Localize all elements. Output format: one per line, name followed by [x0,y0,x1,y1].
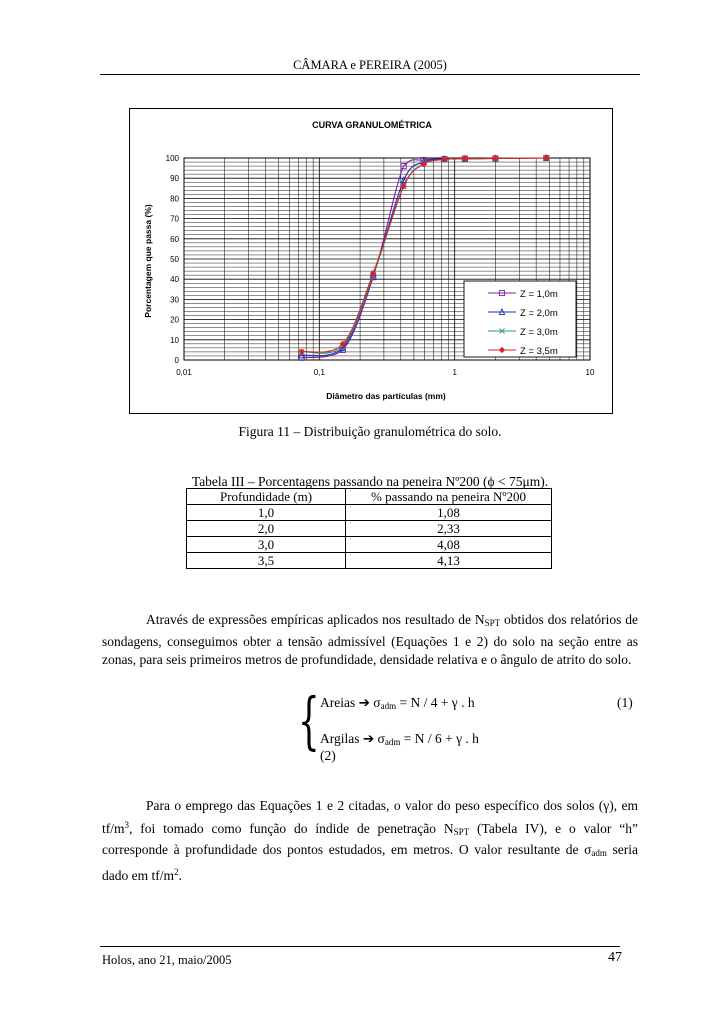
table-row [187,537,552,553]
equation-lhs: Areias ➔ σ [320,695,381,710]
subscript: SPT [484,618,501,628]
table-row [187,521,552,537]
paragraph-text: . [178,867,182,883]
subscript: SPT [453,826,470,837]
table-cell: 4,08 [346,537,552,553]
y-axis-label: Porcentagem que passa (%) [143,204,153,318]
granulometric-chart [130,109,614,415]
paragraph-text: seria dado em tf/m [102,842,638,883]
table-header-depth: Profundidade (m) [187,489,346,505]
y-tick-label: 10 [170,335,179,345]
x-tick-label: 0,01 [176,368,192,377]
footer-journal: Holos, ano 21, maio/2005 [102,953,232,967]
figure-caption: Figura 11 – Distribuição granulométrica do solo. [238,424,502,439]
equation-rhs: = N / 4 + γ . h [396,695,475,710]
superscript: 3 [124,819,129,830]
equation-2 [320,731,479,747]
table-cell: 1,08 [346,505,552,521]
table-cell: 2,33 [346,521,552,537]
legend-entry: Z = 3,5m [520,346,558,357]
y-tick-label: 70 [170,214,179,224]
x-tick-label: 10 [585,368,595,377]
table-cell: 1,0 [187,505,346,521]
y-tick-label: 0 [174,356,179,365]
y-tick-label: 80 [170,194,179,204]
equation-2-number: (2) [320,748,336,763]
superscript: 2 [173,866,179,877]
page-number: 47 [608,950,622,965]
subscript: adm [591,848,607,858]
paragraph-text: (Tabela IV), e o valor “h” corresponde à profundidade dos pontos estudados, em metros. O valor resultante de σ [102,820,638,857]
paragraph-equations [102,797,638,885]
equation-brace: { [298,684,320,757]
table-caption: Tabela III – Porcentagens passando na peneira Nº200 (ϕ < 75μm). [191,474,549,489]
header-rule [100,74,640,75]
y-tick-label: 20 [170,315,179,325]
table-cell: 2,0 [187,521,346,537]
subscript: adm [384,737,401,747]
y-tick-label: 100 [165,154,179,163]
x-tick-label: 1 [452,368,457,377]
paragraph-text: , foi tomado como função do índide de penetração N [129,820,454,836]
paragraph-text: obtidos dos relatórios de sondagens, conseguimos obter a tensão admissível (Equações 1 e 2) do solo na seção entre as zonas, para seis primeiros metros de profundidade, densidade relativa e o ângulo de atrito do solo. [102,612,638,667]
table-row [187,505,552,521]
table-row [187,553,552,569]
y-tick-label: 90 [170,174,179,184]
x-axis-label: Diâmetro das partículas (mm) [326,391,446,401]
paragraph-spt [102,611,638,670]
equation-1-number: (1) [617,695,633,710]
sieve-table [186,488,552,569]
y-tick-label: 60 [170,234,179,244]
equation-lhs: Argilas ➔ σ [320,731,385,746]
x-tick-label: 0,1 [313,368,325,377]
running-header: CÂMARA e PEREIRA (2005) [293,58,447,72]
y-tick-label: 50 [170,255,179,264]
legend-entry: Z = 3,0m [520,327,558,338]
legend-entry: Z = 1,0m [520,289,558,300]
table-cell: 4,13 [346,553,552,569]
table-cell: 3,0 [187,537,346,553]
figure-granulometric-curve [129,108,613,414]
footer-rule [100,946,620,947]
paragraph-text: Para o emprego das Equações 1 e 2 citadas, o valor do peso específico dos solos (γ), em tf/m [102,798,638,836]
equation-1 [320,695,475,711]
y-tick-label: 30 [170,295,179,305]
table-cell: 3,5 [187,553,346,569]
subscript: adm [380,701,397,711]
legend-entry: Z = 2,0m [520,308,558,319]
paragraph-text: Através de expressões empíricas aplicados nos resultado de N [146,612,485,627]
y-tick-label: 40 [170,275,179,285]
table-header-row [187,489,552,505]
chart-legend [464,281,576,357]
equation-rhs: = N / 6 + γ . h [400,731,479,746]
table-header-passing: % passando na peneira Nº200 [346,489,552,505]
chart-title: CURVA GRANULOMÉTRICA [312,120,432,130]
